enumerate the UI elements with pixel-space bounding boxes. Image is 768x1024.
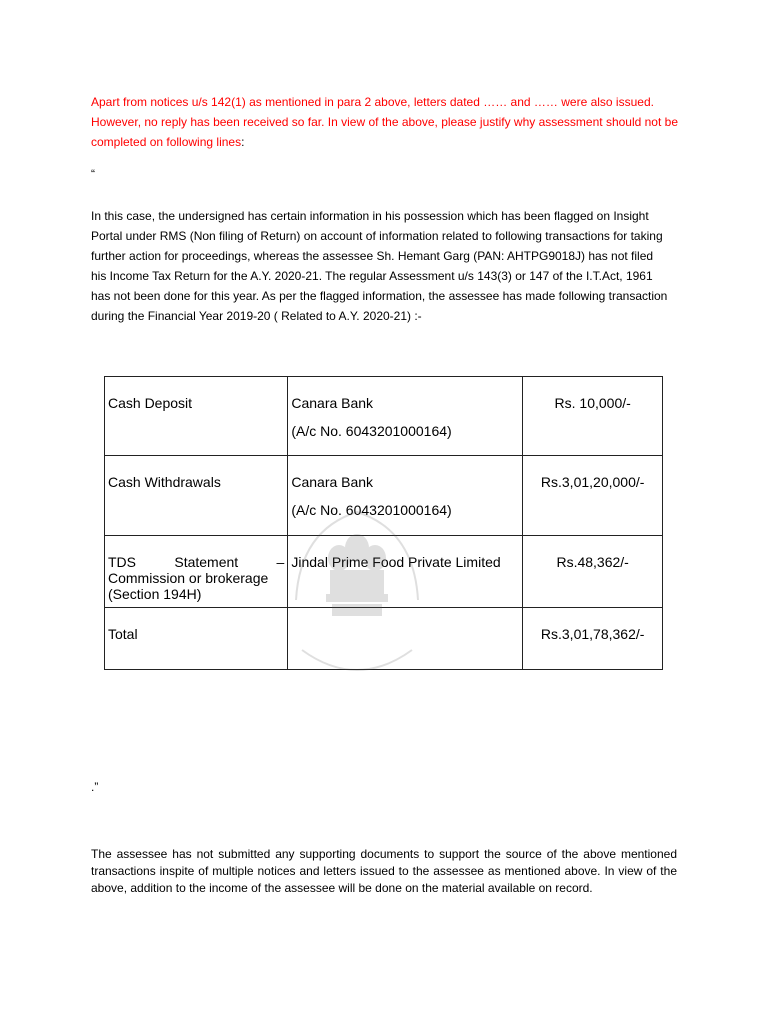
table-cell-type: Cash Deposit [105,377,288,456]
information-paragraph: In this case, the undersigned has certain information in his possession which has been flagged on Insight Portal under RMS (Non filing of Return) on account of information related to following transactions for taking further action for proceedings, whereas the assessee Sh. Hemant Garg (PAN: AHTPG9018J) has not filed his Income Tax Return for the A.Y. 2020-21. The regular Assessment u/s 143(3) or 147 of the I.T.Act, 1961 has not been done for this year. As per the flagged information, the assessee has made following transaction during the Financial Year 2019-20 ( Related to A.Y. 2020-21) :- [91,209,668,323]
party-name: Jindal Prime Food Private Limited [291,554,501,570]
table-cell-type: Cash Withdrawals [105,456,288,536]
table-cell-amount: Rs.48,362/- [523,536,663,608]
opening-quote: “ [91,167,95,181]
final-paragraph: The assessee has not submitted any supporting documents to support the source of the above mentioned transactions inspite of multiple notices and letters issued to the assessee as mentioned above. In view of the above, addition to the income of the assessee will be done on the material available on record. [91,847,677,895]
table-row [105,377,663,456]
total-label-cell: Total [105,608,288,670]
account-number: (A/c No. 6043201000164) [291,423,452,439]
tds-second-line: Commission or brokerage [108,570,269,586]
closing-quote: .” [91,780,99,794]
notice-text: Apart from notices u/s 142(1) as mentioned in para 2 above, letters dated …… and …… were also issued. However, no reply has been received so far. In view of the above, please justify why assessment should not be completed on following lines [91,95,678,149]
notice-paragraph [91,92,681,152]
total-amount-cell: Rs.3,01,78,362/- [523,608,663,670]
party-name: Canara Bank [291,474,374,490]
emblem-watermark-icon [292,500,422,690]
notice-colon: : [241,135,245,149]
table-cell-party [288,377,523,456]
table-cell-amount: Rs.3,01,20,000/- [523,456,663,536]
account-number: (A/c No. 6043201000164) [291,502,452,518]
tds-first-line: TDS Statement – [108,554,285,570]
table-cell-amount: Rs. 10,000/- [523,377,663,456]
party-name: Canara Bank [291,395,374,411]
tds-third-line: (Section 194H) [108,586,202,602]
table-cell-type [105,536,288,608]
